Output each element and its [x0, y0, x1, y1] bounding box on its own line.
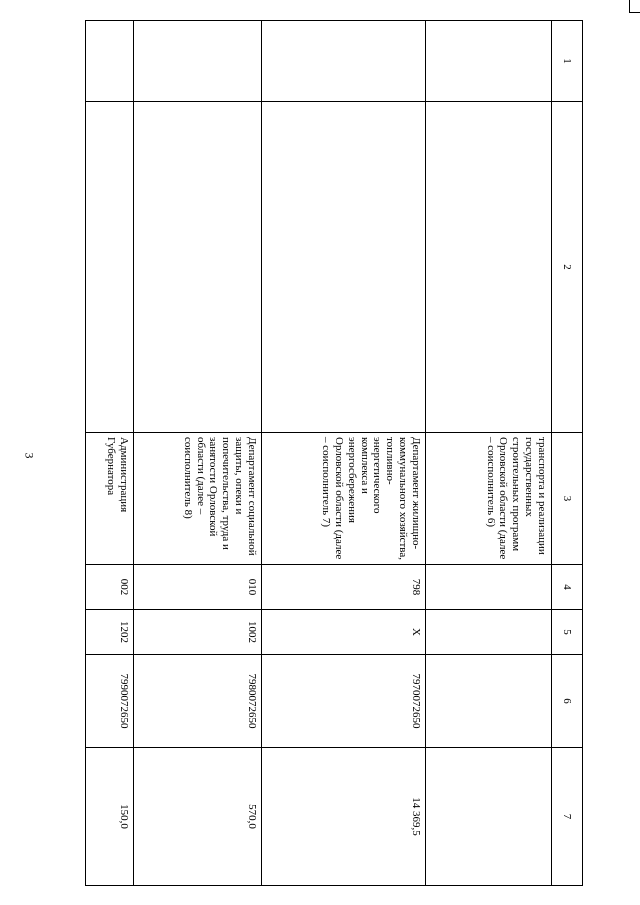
- header-row: [552, 21, 583, 886]
- row1-col5: [426, 610, 552, 655]
- row3-col4: 010: [134, 565, 262, 610]
- table-row: [426, 21, 552, 886]
- program-table: [85, 20, 583, 886]
- row2-col3: Департамент жилищно-коммунального хозяйства, топливно-энергетического комплекса и энергосбережения Орловской области (далее – соисполнитель 7): [262, 433, 426, 565]
- row1-col6: [426, 655, 552, 748]
- row2-col4: 798: [262, 565, 426, 610]
- row1-col3: транспорта и реализации государственных строительных программ Орловской области (далее – соисполнитель 6): [426, 433, 552, 565]
- row3-col3: Департамент социальной защиты, опеки и попечительства, труда и занятости Орловской области (далее – соисполнитель 8): [134, 433, 262, 565]
- row4-col2: [86, 102, 134, 433]
- row2-col6: 7970072650: [262, 655, 426, 748]
- row4-col1: [86, 21, 134, 102]
- row3-col6: 7980072650: [134, 655, 262, 748]
- header-cell-1: 1: [552, 21, 583, 102]
- rotated-table-container: [93, 20, 583, 885]
- row4-col7: 150,0: [86, 748, 134, 886]
- table-row: [86, 21, 134, 886]
- header-cell-7: 7: [552, 748, 583, 886]
- row1-col2: [426, 102, 552, 433]
- header-cell-6: 6: [552, 655, 583, 748]
- row3-col1: [134, 21, 262, 102]
- header-cell-4: 4: [552, 565, 583, 610]
- header-cell-3: 3: [552, 433, 583, 565]
- row2-col2: [262, 102, 426, 433]
- table-row: [134, 21, 262, 886]
- row3-col2: [134, 102, 262, 433]
- row1-col1: [426, 21, 552, 102]
- row4-col6: 7990072650: [86, 655, 134, 748]
- row4-col4: 002: [86, 565, 134, 610]
- row2-col5: Х: [262, 610, 426, 655]
- row1-col7: [426, 748, 552, 886]
- row1-col4: [426, 565, 552, 610]
- row2-col1: [262, 21, 426, 102]
- row4-col5: 1202: [86, 610, 134, 655]
- row2-col7: 14 369,5: [262, 748, 426, 886]
- page-number: 3: [22, 452, 37, 459]
- header-cell-2: 2: [552, 102, 583, 433]
- corner-mark: [629, 0, 640, 13]
- table-row: [262, 21, 426, 886]
- header-cell-5: 5: [552, 610, 583, 655]
- row3-col5: 1002: [134, 610, 262, 655]
- row4-col3: Администрация Губернатора: [86, 433, 134, 565]
- row3-col7: 570,0: [134, 748, 262, 886]
